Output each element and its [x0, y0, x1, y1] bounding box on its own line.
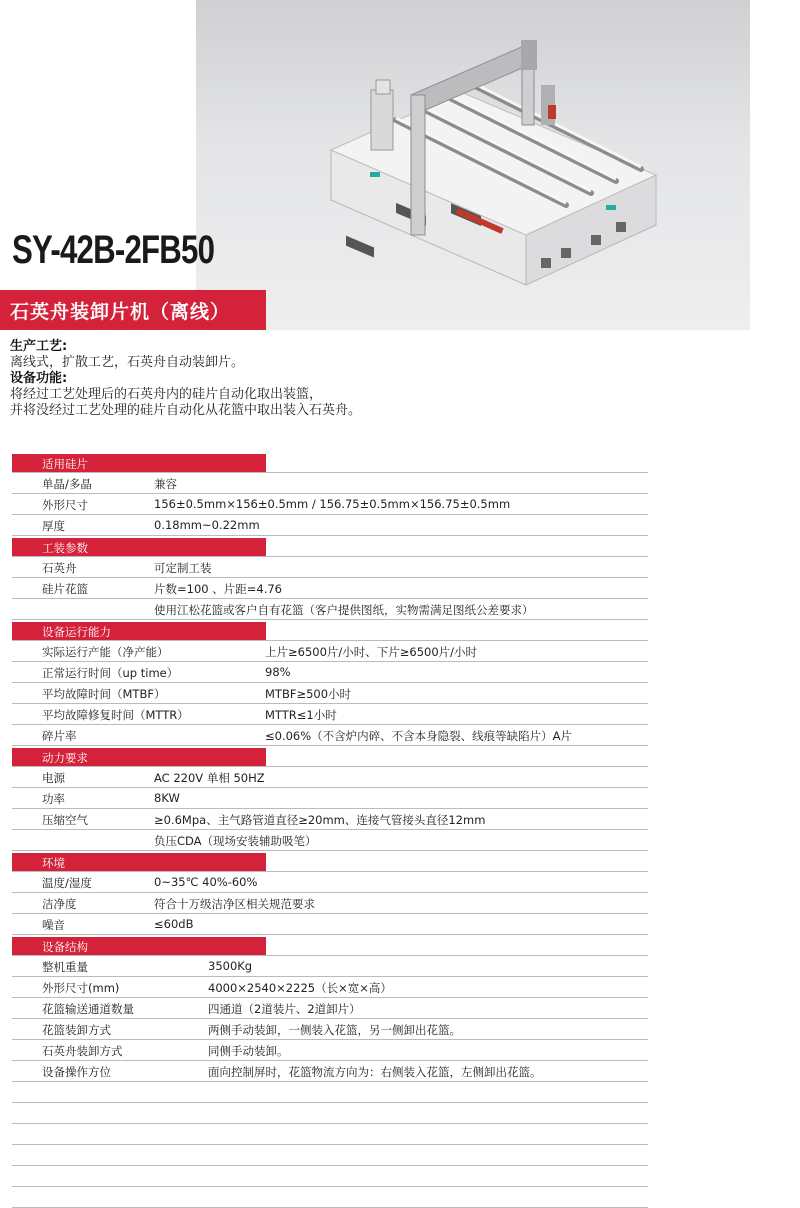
empty-row — [12, 1187, 648, 1208]
section-header — [12, 851, 648, 872]
spec-key: 外形尺寸(mm) — [42, 981, 120, 995]
table-row — [12, 1061, 648, 1082]
table-row — [12, 1019, 648, 1040]
table-row — [12, 956, 648, 977]
empty-row — [12, 1124, 648, 1145]
spec-value: 8KW — [154, 791, 180, 805]
spec-key: 单晶/多晶 — [42, 477, 92, 491]
spec-key: 平均故障时间（MTBF） — [42, 687, 166, 701]
process-heading: 生产工艺: — [10, 339, 68, 354]
empty-row — [12, 1082, 648, 1103]
spec-key: 正常运行时间（up time） — [42, 666, 179, 680]
function-text-line2: 并将没经过工艺处理的硅片自动化从花篮中取出装入石英舟。 — [10, 403, 362, 418]
title-banner — [0, 290, 266, 330]
spec-key: 设备操作方位 — [42, 1065, 111, 1079]
spec-value: MTTR≤1小时 — [265, 708, 337, 722]
section-title: 动力要求 — [42, 751, 88, 765]
spec-key: 外形尺寸 — [42, 498, 88, 512]
spec-value: 两侧手动装卸，一侧装入花篮，另一侧卸出花篮。 — [208, 1023, 461, 1037]
function-text-line1: 将经过工艺处理后的石英舟内的硅片自动化取出装篮， — [10, 387, 323, 402]
section-header — [12, 452, 648, 473]
spec-value: 98% — [265, 665, 291, 679]
spec-value: 156±0.5mm×156±0.5mm / 156.75±0.5mm×156.75±0.5mm — [154, 497, 511, 511]
spec-table — [12, 452, 648, 1208]
spec-value: ≥0.6Mpa、主气路管道直径≥20mm、连接气管接头直径12mm — [154, 813, 486, 827]
table-row — [12, 914, 648, 935]
spec-value: 4000×2540×2225（长×宽×高） — [208, 981, 392, 995]
process-text: 离线式，扩散工艺，石英舟自动装卸片。 — [10, 355, 245, 370]
spec-key: 噪音 — [42, 918, 65, 932]
spec-value: 四通道（2道装片、2道卸片） — [208, 1002, 361, 1016]
spec-value: 兼容 — [154, 477, 177, 491]
spec-value: 可定制工装 — [154, 561, 212, 575]
table-row — [12, 662, 648, 683]
spec-key: 花篮输送通道数量 — [42, 1002, 134, 1016]
table-row — [12, 704, 648, 725]
spec-value: 3500Kg — [208, 959, 253, 973]
table-row — [12, 578, 648, 599]
spec-key: 石英舟装卸方式 — [42, 1044, 123, 1058]
spec-key: 温度/湿度 — [42, 876, 92, 890]
empty-row — [12, 1103, 648, 1124]
spec-key: 压缩空气 — [42, 813, 88, 827]
table-row — [12, 872, 648, 893]
model-number: SY-42B-2FB50 — [12, 228, 215, 272]
section-header — [12, 620, 648, 641]
table-row — [12, 998, 648, 1019]
table-row — [12, 830, 648, 851]
spec-key: 厚度 — [42, 519, 65, 533]
spec-key: 电源 — [42, 771, 65, 785]
intro-section — [10, 339, 770, 419]
table-row — [12, 977, 648, 998]
spec-value: 0~35℃ 40%-60% — [154, 875, 258, 889]
table-row — [12, 788, 648, 809]
machine-photo — [196, 0, 750, 330]
spec-key: 洁净度 — [42, 897, 77, 911]
table-row — [12, 599, 648, 620]
function-heading: 设备功能: — [10, 371, 68, 386]
spec-key: 实际运行产能（净产能） — [42, 645, 169, 659]
empty-row — [12, 1145, 648, 1166]
spec-value: 使用江松花篮或客户自有花篮（客户提供图纸，实物需满足图纸公差要求） — [154, 603, 534, 617]
section-title: 适用硅片 — [42, 457, 88, 471]
spec-key: 石英舟 — [42, 561, 77, 575]
spec-value: 符合十万级洁净区相关规范要求 — [154, 897, 315, 911]
spec-key: 碎片率 — [42, 729, 77, 743]
table-row — [12, 515, 648, 536]
table-row — [12, 725, 648, 746]
spec-value: 面向控制屏时，花篮物流方向为：右侧装入花篮，左侧卸出花篮。 — [208, 1065, 542, 1079]
spec-key: 整机重量 — [42, 960, 88, 974]
empty-row — [12, 1166, 648, 1187]
spec-key: 功率 — [42, 792, 65, 806]
spec-key: 硅片花篮 — [42, 582, 88, 596]
section-title: 设备运行能力 — [42, 625, 111, 639]
product-title: 石英舟装卸片机（离线） — [10, 301, 231, 323]
section-header — [12, 536, 648, 557]
table-row — [12, 767, 648, 788]
table-row — [12, 473, 648, 494]
spec-value: ≤0.06%（不含炉内碎、不含本身隐裂、线痕等缺陷片）A片 — [265, 729, 573, 743]
spec-key: 花篮装卸方式 — [42, 1023, 111, 1037]
spec-value: 0.18mm~0.22mm — [154, 518, 260, 532]
section-title: 环境 — [42, 856, 65, 870]
section-title: 设备结构 — [42, 940, 88, 954]
spec-value: MTBF≥500小时 — [265, 687, 352, 701]
section-header — [12, 935, 648, 956]
machine-illustration — [196, 0, 750, 330]
spec-value: 同侧手动装卸。 — [208, 1044, 289, 1058]
spec-value: 片数=100 、片距=4.76 — [154, 582, 282, 596]
spec-value: AC 220V 单相 50HZ — [154, 771, 265, 785]
spec-key: 平均故障修复时间（MTTR） — [42, 708, 189, 722]
section-title: 工装参数 — [42, 541, 88, 555]
spec-value: 上片≥6500片/小时、下片≥6500片/小时 — [265, 645, 478, 659]
section-header — [12, 746, 648, 767]
table-row — [12, 893, 648, 914]
table-row — [12, 641, 648, 662]
table-row — [12, 1040, 648, 1061]
spec-value: 负压CDA（现场安装辅助吸笔） — [154, 834, 317, 848]
table-row — [12, 809, 648, 830]
table-row — [12, 557, 648, 578]
table-row — [12, 683, 648, 704]
spec-value: ≤60dB — [154, 917, 194, 931]
table-row — [12, 494, 648, 515]
